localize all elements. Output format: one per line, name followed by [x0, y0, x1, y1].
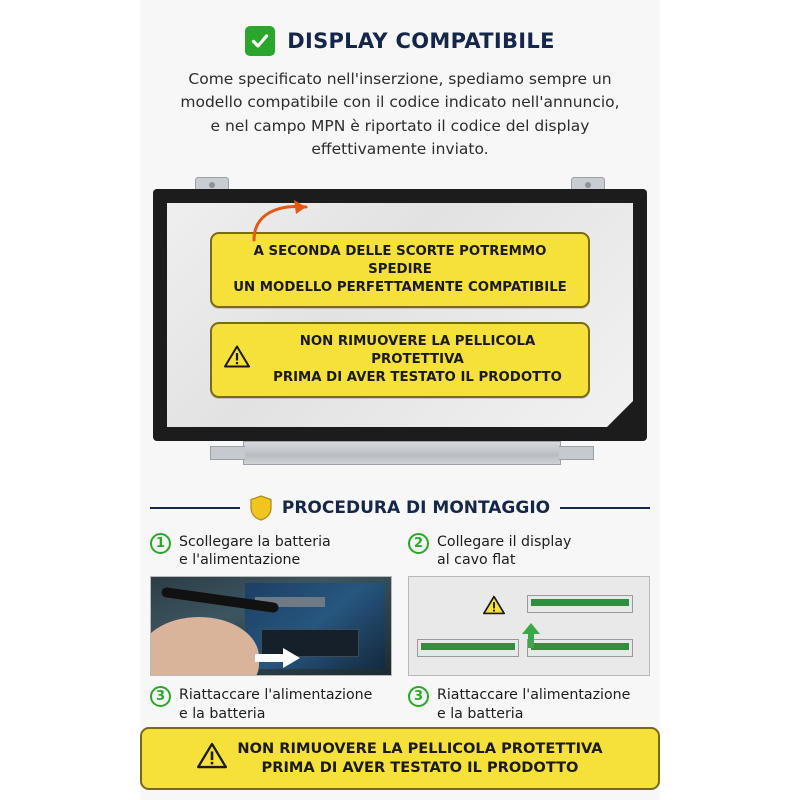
footer-line-1: NON RIMUOVERE LA PELLICOLA PROTETTIVA: [237, 739, 603, 757]
intro-line-1: Come specificato nell'inserzione, spediamo sempre un: [188, 70, 612, 88]
step-text-line-1: Scollegare la batteria: [179, 534, 331, 550]
content-column: [140, 0, 660, 800]
flat-connector-top: [527, 595, 633, 613]
check-icon: [245, 26, 275, 56]
divider-left: [150, 507, 240, 509]
step-text: [179, 686, 372, 722]
step-text-line-1: Collegare il display: [437, 534, 572, 550]
step-text-line-2: e la batteria: [437, 705, 524, 722]
intro-line-3: e nel campo MPN è riportato il codice del display: [210, 116, 590, 135]
step-text-line-1: Riattaccare l'alimentazione: [179, 687, 373, 704]
intro-line-2: modello compatibile con il codice indicato nell'annuncio,: [180, 93, 620, 112]
procedure-title-group: [250, 495, 550, 521]
step-2: [408, 533, 650, 569]
step-column-4: [408, 686, 650, 729]
procedure-steps-row-1: [150, 533, 650, 676]
panel-frame: [153, 189, 647, 441]
intro-line-4: effettivamente inviato.: [311, 139, 489, 158]
step-number-badge: 3: [150, 686, 171, 707]
step-3: [150, 686, 392, 722]
step-number-badge: 2: [408, 533, 429, 554]
warning-triangle-icon: [483, 595, 505, 619]
left-margin-band: [0, 0, 140, 800]
notice-film-line-2: PRIMA DI AVER TESTATO IL PRODOTTO: [273, 369, 562, 385]
flat-connector-bottom-right: [527, 639, 633, 657]
panel-corner-cut: [607, 401, 633, 427]
notice-film-line-1: NON RIMUOVERE LA PELLICOLA PROTETTIVA: [299, 334, 536, 367]
right-margin-band: [660, 0, 800, 800]
curved-arrow-icon: [248, 198, 318, 248]
page-title: DISPLAY COMPATIBILE: [287, 29, 555, 53]
panel-bottom-strip: [243, 441, 561, 465]
step-column-1: [150, 533, 392, 676]
step-text-line-2: e l'alimentazione: [179, 552, 301, 569]
shield-icon: [250, 495, 272, 521]
step-column-3: [150, 686, 392, 729]
step-text: [179, 533, 331, 569]
step-text-line-2: e la batteria: [179, 705, 266, 722]
notice-stock-compatible: [210, 232, 590, 308]
step-text: [437, 533, 571, 569]
divider-right: [560, 507, 650, 509]
step-text-line-1: Riattaccare l'alimentazione: [437, 687, 631, 704]
footer-warning-banner: [140, 727, 660, 790]
hand-graphic: [150, 617, 259, 676]
display-panel-illustration: [153, 177, 647, 477]
warning-triangle-icon: [224, 345, 250, 374]
notice-protective-film: [210, 322, 590, 398]
warning-triangle-icon: [197, 742, 227, 775]
step-number-badge: 1: [150, 533, 171, 554]
step-text: [437, 686, 630, 722]
procedure-steps-row-2: [150, 686, 650, 729]
procedure-header: [150, 495, 650, 521]
green-up-arrow-icon: [521, 623, 541, 653]
flat-connector-bottom-left: [417, 639, 519, 657]
panel-screen-surface: [167, 203, 633, 427]
notice-stock-line-1: A SECONDA DELLE SCORTE POTREMMO SPEDIRE: [253, 244, 547, 278]
laptop-battery-disconnect-photo: [150, 576, 392, 676]
flat-cable-connect-photo: [408, 576, 650, 676]
step-number-badge: 3: [408, 686, 429, 707]
step-4: [408, 686, 650, 722]
intro-paragraph: [165, 68, 635, 161]
step-text-line-2: al cavo flat: [437, 552, 516, 569]
procedure-title: PROCEDURA DI MONTAGGIO: [281, 498, 551, 518]
step-column-2: [408, 533, 650, 676]
footer-line-2: PRIMA DI AVER TESTATO IL PRODOTTO: [261, 759, 579, 777]
step-1: [150, 533, 392, 569]
header: [140, 0, 660, 56]
notice-stock-line-2: UN MODELLO PERFETTAMENTE COMPATIBILE: [233, 280, 567, 296]
